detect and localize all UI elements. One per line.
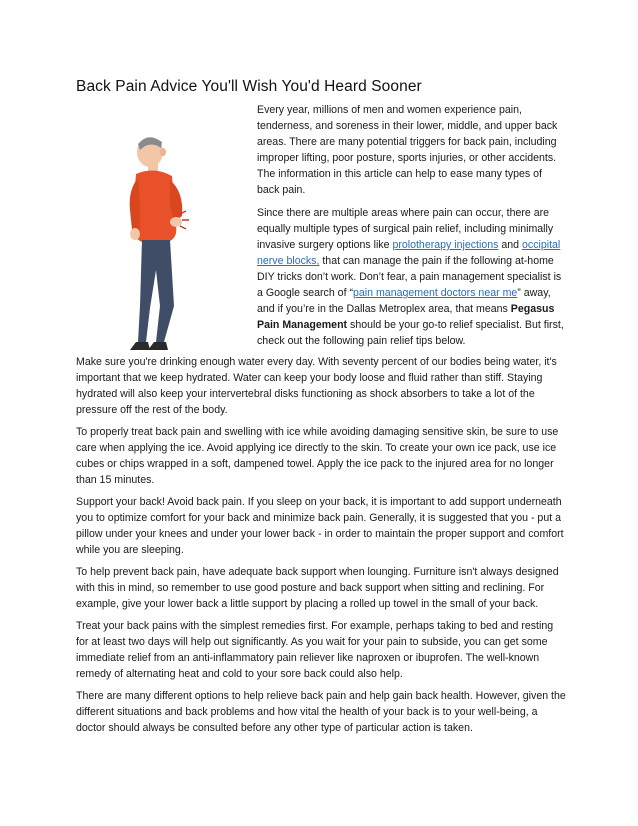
back-pain-man-illustration [120,130,240,352]
page-title: Back Pain Advice You'll Wish You'd Heard Sooner [76,78,422,95]
intro-section [76,102,566,350]
paragraph-remedies: Treat your back pains with the simplest remedies first. For example, perhaps taking to bed and resting for at least two days will help out significantly. As you wait for your pain to subside, you can get some immediate relief from an anti-inflammatory pain reliever like naproxen or ibuprofen. The well-known remedy of alternating heat and cold to your sore back could also help. [76,620,554,680]
intro-text-run: should be your go-to relief specialist. But first, check out the following pain relief tips below. [257,319,564,347]
intro-text [257,102,565,356]
pain-management-doctors-link[interactable]: pain management doctors near me [353,287,518,299]
intro-paragraph-1: Every year, millions of men and women experience pain, tenderness, and soreness in their lower, middle, and upper back areas. There are many potential triggers for back pain, including improper lifting, poor posture, sports injuries, or other accidents. The information in this article can help to ease many types of back pain. [257,104,558,196]
intro-text-run: that can manage the pain if the following at-home DIY tricks don’t work. Don’t fear, a pain management specialist is a Google search of “ [257,255,562,299]
intro-text-run: Since there are multiple areas where pain can occur, there are equally multiple types of surgical pain relief, including minimally invasive surgery options like [257,207,554,251]
paragraph-ice: To properly treat back pain and swelling with ice while avoiding damaging sensitive skin, be sure to use care when applying the ice. Avoid applying ice directly to the skin. To create your own ice pack, use ice cubes or chips wrapped in a soft, dampened towel. Apply the ice pack to the injured area for no longer than 15 minutes. [76,426,559,486]
intro-text-run: ” away, and if you’re in the Dallas Metroplex area, that means [257,287,551,315]
paragraph-lounging: To help prevent back pain, have adequate back support when lounging. Furniture isn't always designed with this in mind, so remember to use good posture and back support when sitting and reclining. For example, give your lower back a little support by placing a rolled up towel in the small of your back. [76,566,559,610]
paragraph-doctor: There are many different options to help relieve back pain and help gain back health. However, given the different situations and back problems and how vital the health of your back is to your well-being, a doctor should always be consulted before any other type of particular action is taken. [76,690,566,734]
prolotherapy-link[interactable]: prolotherapy injections [392,239,499,251]
body-text [76,354,566,736]
paragraph-support: Support your back! Avoid back pain. If you sleep on your back, it is important to add support underneath you to optimize comfort for your back and minimize back pain. Generally, it is suggested that you - put a pillow under your knees and under your lower back - in order to maintain the proper support and comfort while you are sleeping. [76,496,564,556]
paragraph-water: Make sure you're drinking enough water every day. With seventy percent of our bodies being water, it's important that we keep hydrated. Water can keep your body loose and fluid rather than stiff. Staying hydrated will also keep your intervertebral disks functioning as shock absorbers to take a lot of the pressure off the rest of the body. [76,356,557,416]
pegasus-bold-text: Pegasus Pain Management [257,303,555,331]
occipital-nerve-blocks-link[interactable]: occipital nerve blocks, [257,239,561,267]
intro-paragraph-2 [257,205,565,349]
intro-text-run: and [498,239,522,251]
document-page [76,78,566,742]
